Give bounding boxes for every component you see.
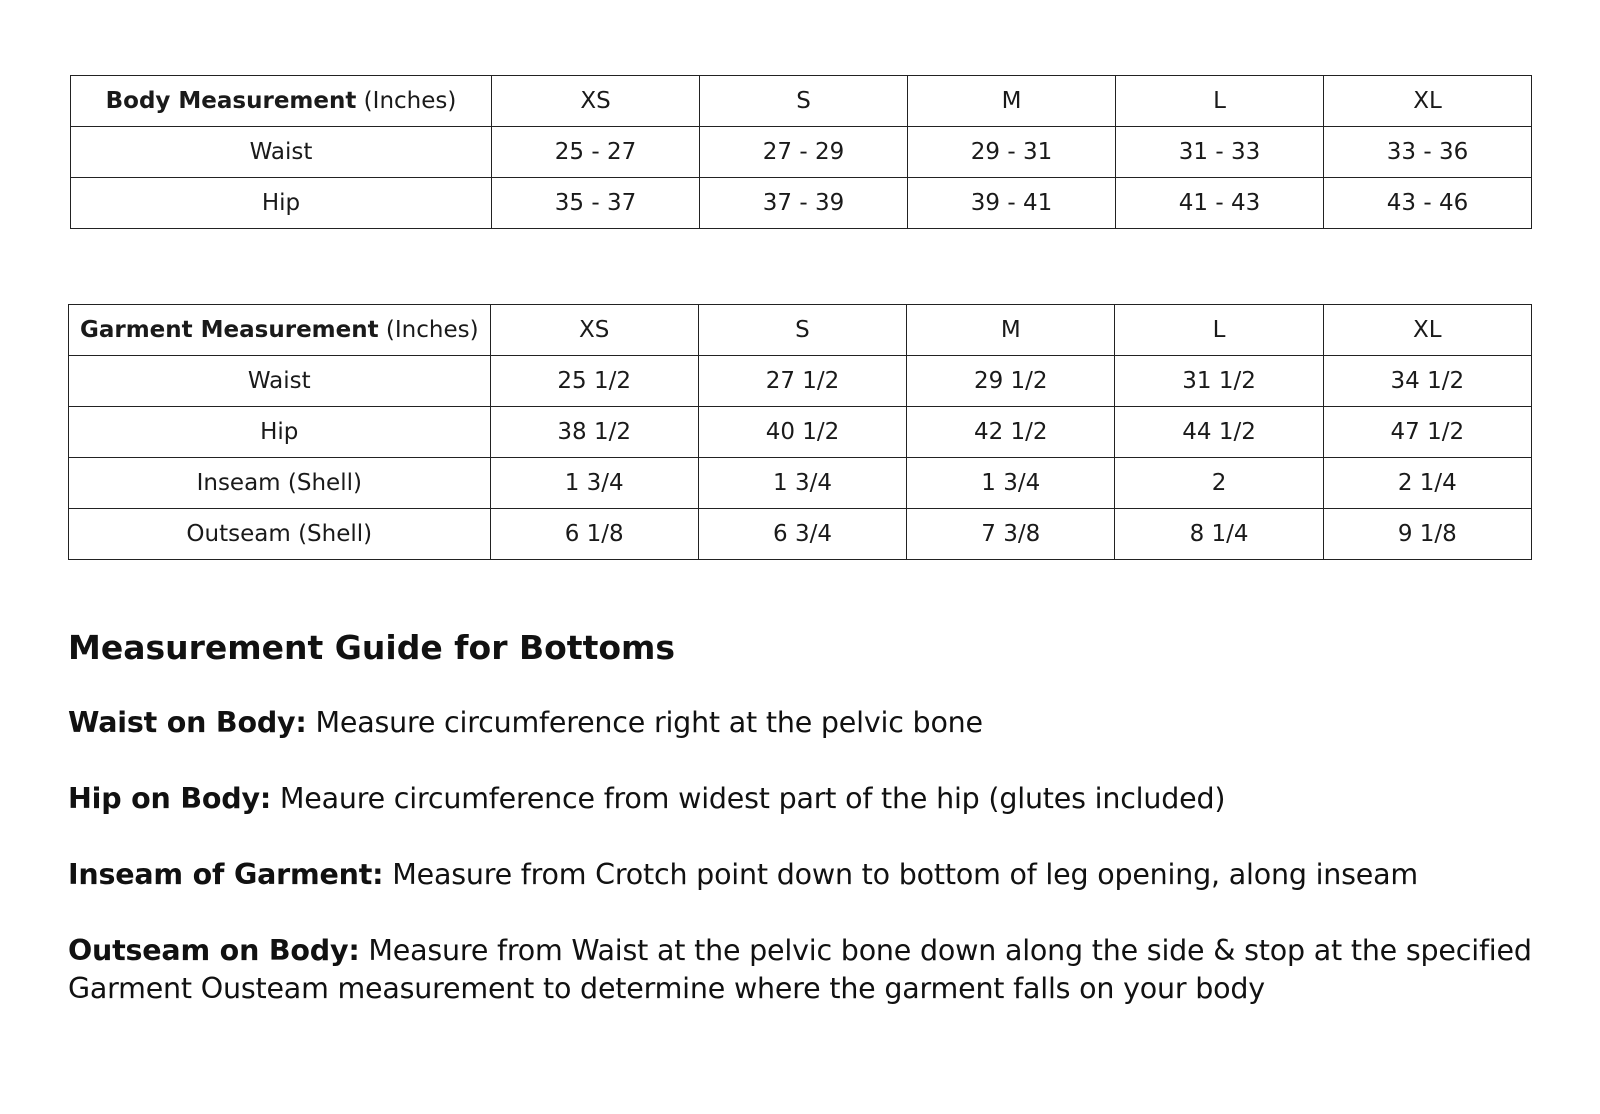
table-header-row (71, 76, 1532, 127)
row-label: Hip (69, 407, 491, 458)
table-cell: 40 1/2 (698, 407, 906, 458)
table-cell: 25 1/2 (490, 356, 698, 407)
table-cell: 1 3/4 (490, 458, 698, 509)
table-cell: 2 (1115, 458, 1323, 509)
table-cell: 39 - 41 (908, 178, 1116, 229)
size-header-s: S (700, 76, 908, 127)
guide-text: Measure from Waist at the pelvic bone down along the side & stop at the specified Garment Ousteam measurement to determine where the garment falls on your body (68, 933, 1532, 1005)
row-label: Outseam (Shell) (69, 509, 491, 560)
header-title: Garment Measurement (79, 317, 379, 343)
header-unit: (Inches) (356, 88, 457, 114)
size-header-xl: XL (1323, 305, 1531, 356)
table-cell: 34 1/2 (1323, 356, 1531, 407)
table-cell: 1 3/4 (698, 458, 906, 509)
table-cell: 27 1/2 (698, 356, 906, 407)
garment-measurement-table (68, 304, 1532, 560)
table-cell: 7 3/8 (907, 509, 1115, 560)
row-label: Hip (71, 178, 492, 229)
guide-term: Inseam of Garment: (68, 857, 384, 891)
table-cell: 25 - 27 (492, 127, 700, 178)
table-cell: 43 - 46 (1324, 178, 1532, 229)
size-header-l: L (1116, 76, 1324, 127)
table-row (71, 127, 1532, 178)
table-cell: 8 1/4 (1115, 509, 1323, 560)
table-cell: 27 - 29 (700, 127, 908, 178)
table-cell: 6 1/8 (490, 509, 698, 560)
row-label: Waist (69, 356, 491, 407)
table-row (69, 407, 1532, 458)
row-label: Waist (71, 127, 492, 178)
table-cell: 29 1/2 (907, 356, 1115, 407)
guide-text: Measure from Crotch point down to bottom of leg opening, along inseam (383, 857, 1418, 891)
table-cell: 42 1/2 (907, 407, 1115, 458)
table-row (69, 509, 1532, 560)
guide-title: Measurement Guide for Bottoms (68, 628, 676, 667)
table-cell: 37 - 39 (700, 178, 908, 229)
table-cell: 1 3/4 (907, 458, 1115, 509)
header-unit: (Inches) (378, 317, 479, 343)
table-cell: 41 - 43 (1116, 178, 1324, 229)
table-cell: 31 1/2 (1115, 356, 1323, 407)
size-header-l: L (1115, 305, 1323, 356)
table-cell: 9 1/8 (1323, 509, 1531, 560)
guide-item-waist (68, 704, 1548, 742)
size-header-xs: XS (490, 305, 698, 356)
header-title: Body Measurement (105, 88, 357, 114)
size-header-m: M (908, 76, 1116, 127)
guide-term: Waist on Body: (68, 705, 307, 739)
guide-term: Outseam on Body: (68, 933, 360, 967)
table-header-label (71, 76, 492, 127)
row-label: Inseam (Shell) (69, 458, 491, 509)
guide-text: Measure circumference right at the pelvic bone (306, 705, 983, 739)
table-cell: 33 - 36 (1324, 127, 1532, 178)
guide-item-inseam (68, 856, 1548, 894)
guide-text: Meaure circumference from widest part of the hip (glutes included) (271, 781, 1226, 815)
measurement-guide (68, 628, 1548, 1046)
table-cell: 47 1/2 (1323, 407, 1531, 458)
size-header-m: M (907, 305, 1115, 356)
table-header-row (69, 305, 1532, 356)
table-header-label (69, 305, 491, 356)
table-cell: 6 3/4 (698, 509, 906, 560)
table-cell: 29 - 31 (908, 127, 1116, 178)
table-cell: 44 1/2 (1115, 407, 1323, 458)
table-cell: 2 1/4 (1323, 458, 1531, 509)
guide-term: Hip on Body: (68, 781, 272, 815)
table-cell: 35 - 37 (492, 178, 700, 229)
table-row (71, 178, 1532, 229)
size-header-s: S (698, 305, 906, 356)
table-cell: 38 1/2 (490, 407, 698, 458)
size-header-xs: XS (492, 76, 700, 127)
table-row (69, 356, 1532, 407)
table-cell: 31 - 33 (1116, 127, 1324, 178)
body-measurement-table (70, 75, 1532, 229)
guide-item-hip (68, 780, 1548, 818)
table-row (69, 458, 1532, 509)
size-header-xl: XL (1324, 76, 1532, 127)
guide-item-outseam (68, 932, 1548, 1008)
